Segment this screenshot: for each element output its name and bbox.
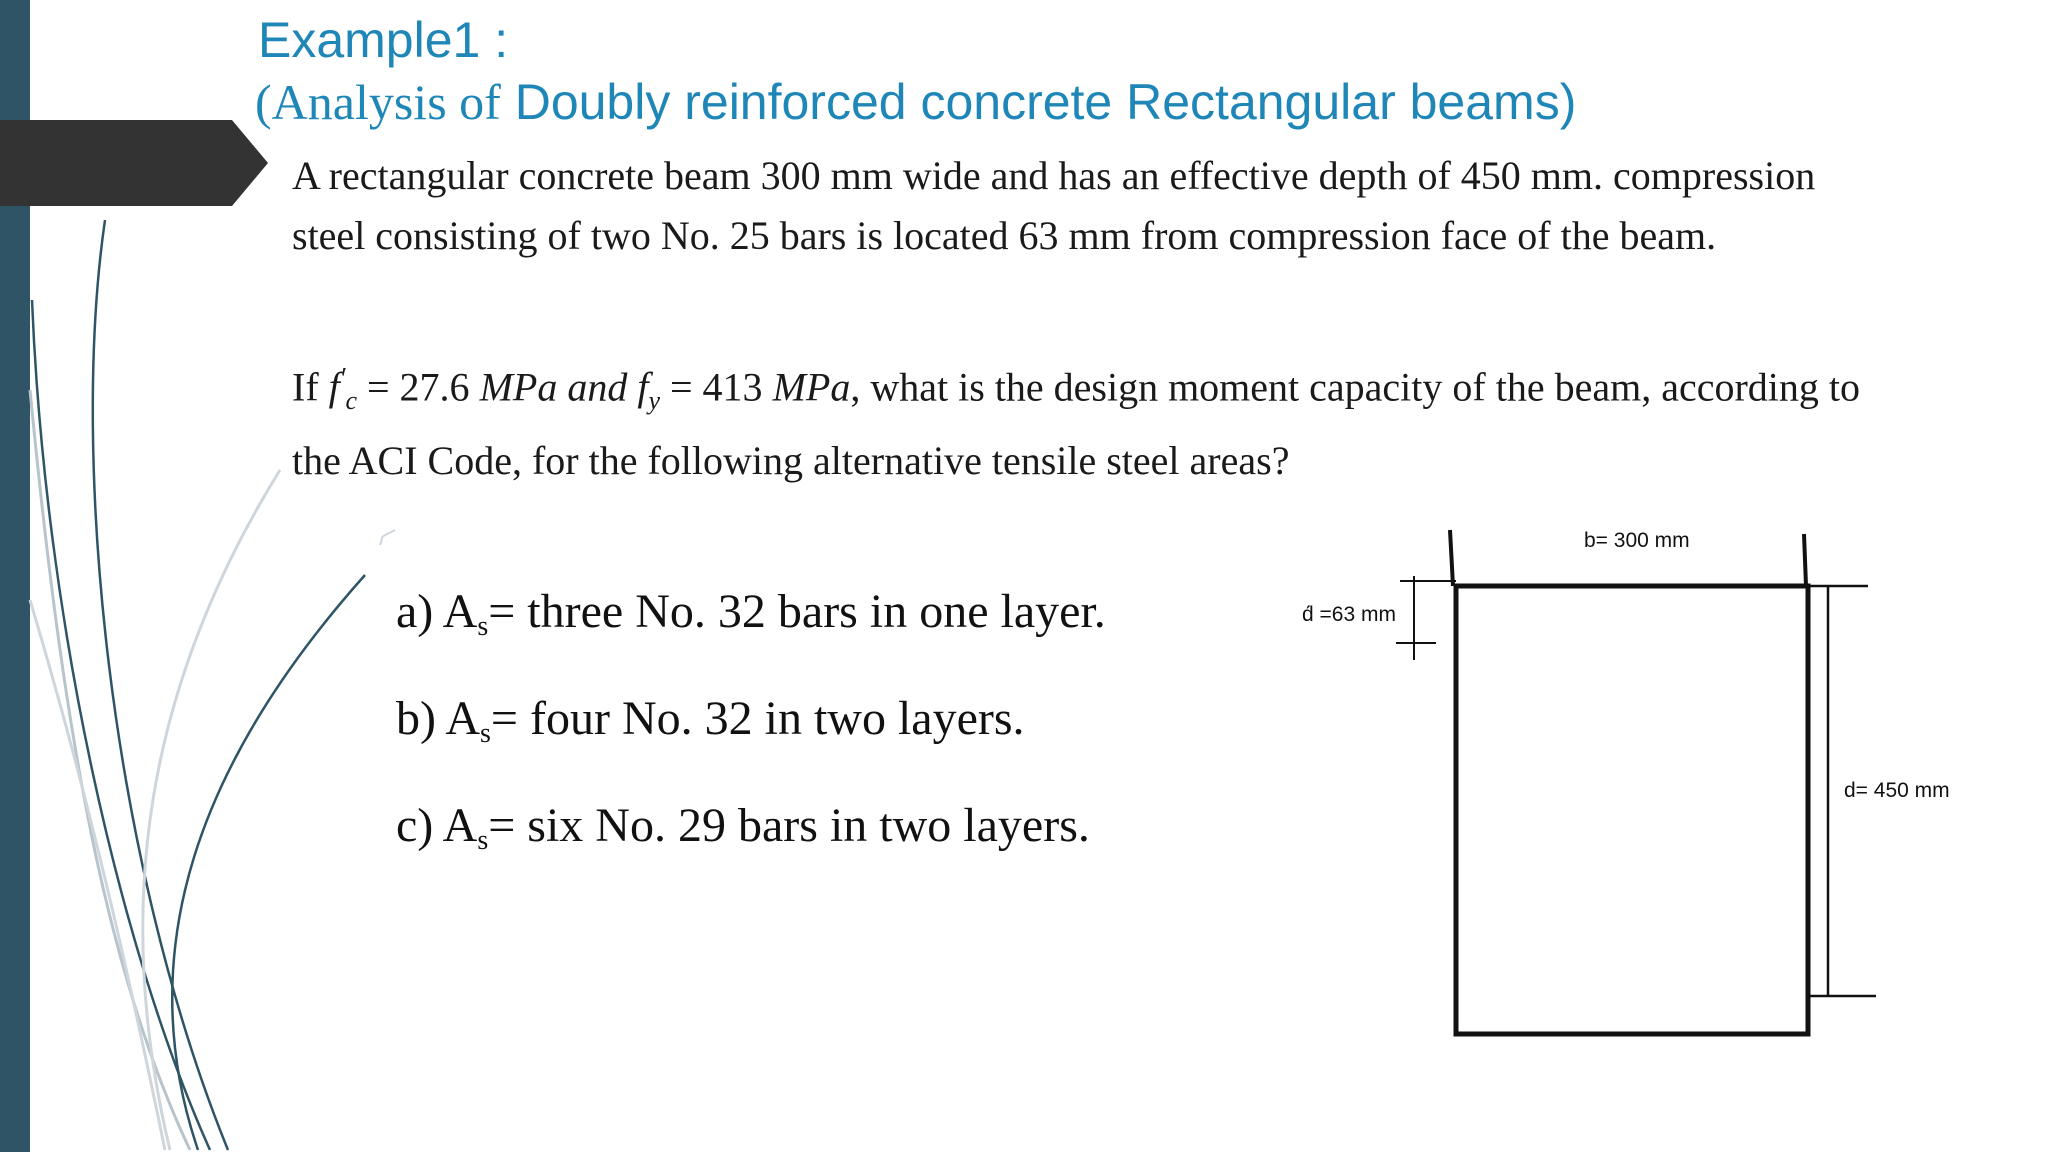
option-prefix: c) A: [396, 799, 478, 852]
fy-letter: f: [637, 364, 649, 410]
p2-eq1: = 27.6: [357, 364, 480, 410]
option-a: [396, 566, 1106, 673]
subtitle-rest: Doubly reinforced concrete Rectangular beams): [500, 74, 1577, 130]
title-arrow-tab: [0, 120, 270, 206]
slide-title: Example1 :: [258, 12, 509, 68]
p2-if: If: [292, 364, 329, 410]
p2-mpa-and: MPa and: [479, 364, 638, 410]
width-dim-left-tick: [1450, 530, 1453, 586]
option-b: [396, 673, 1106, 780]
cover-label: d́ =63 mm: [1302, 603, 1396, 626]
fy-subscript: y: [648, 386, 660, 416]
width-dim-right-tick: [1804, 534, 1806, 586]
beam-cross-section-diagram: [1270, 500, 1990, 1065]
subtitle-open: (Analysis of: [255, 74, 501, 130]
problem-paragraph-2: [292, 348, 1892, 491]
option-c: [396, 780, 1106, 887]
fc-symbol: [328, 363, 357, 416]
option-text: = four No. 32 in two layers.: [490, 692, 1025, 745]
slide-subtitle: [255, 72, 1576, 132]
option-subscript: s: [477, 611, 489, 642]
option-subscript: s: [480, 718, 491, 749]
p2-mpa: MPa: [772, 364, 851, 410]
p2-rest: , what is the design moment capacity of the beam, according to the ACI Code, for the following alternative tensile steel areas?: [292, 364, 1861, 484]
option-prefix: a) A: [396, 585, 478, 638]
fc-prime: ′: [339, 363, 346, 392]
p2-eq2: = 413: [660, 364, 773, 410]
beam-section-rect: [1456, 586, 1808, 1034]
width-label: b= 300 mm: [1584, 529, 1690, 552]
steel-area-options: [396, 566, 1106, 887]
depth-label: d= 450 mm: [1844, 779, 1950, 802]
option-prefix: b) A: [396, 692, 480, 745]
option-text: = three No. 32 bars in one layer.: [488, 585, 1106, 638]
fc-subscript: c: [345, 386, 357, 416]
option-text: = six No. 29 bars in two layers.: [488, 799, 1090, 852]
fy-symbol: [637, 364, 660, 416]
option-subscript: s: [477, 825, 489, 856]
fc-letter: f: [328, 364, 340, 410]
problem-paragraph-1: A rectangular concrete beam 300 mm wide and has an effective depth of 450 mm. compression steel consisting of two No. 25 bars is located 63 mm from compression face of the beam.: [292, 153, 1816, 258]
